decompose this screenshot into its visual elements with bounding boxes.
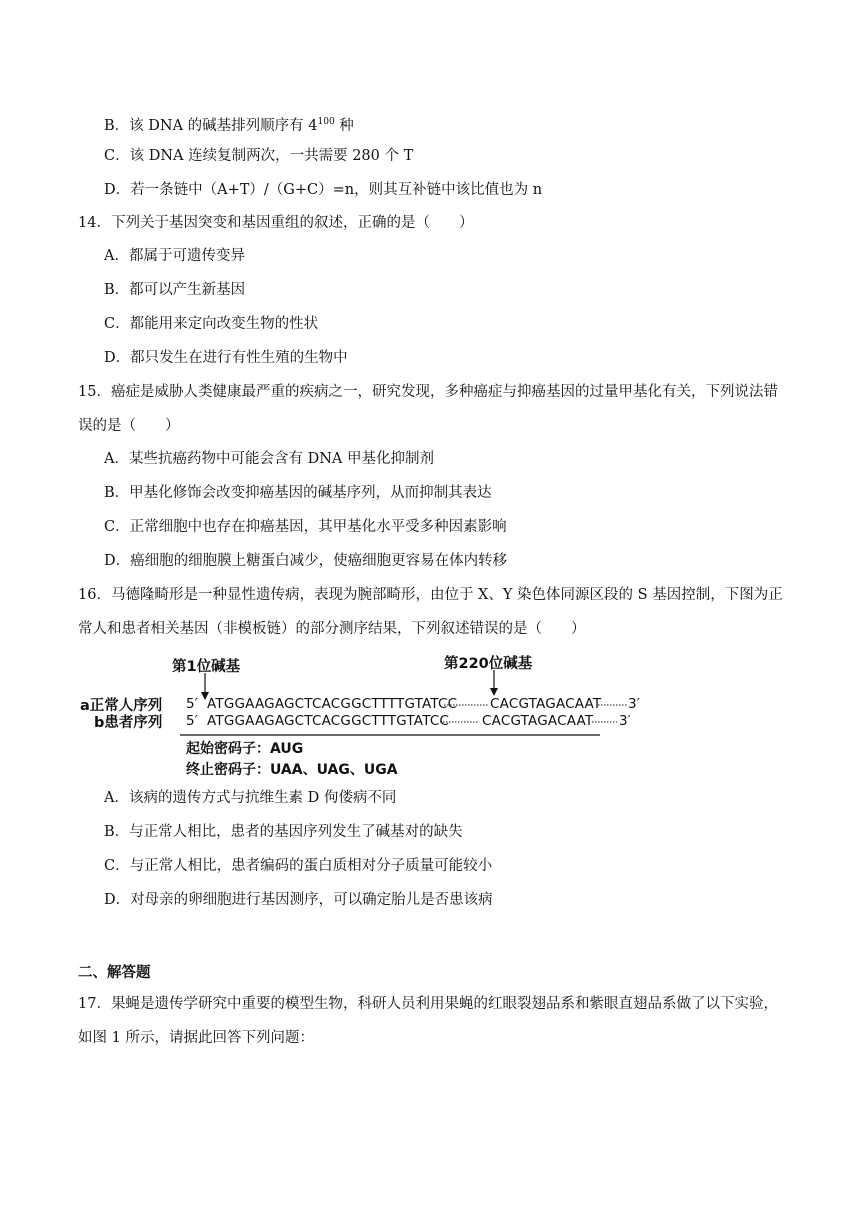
q13-option-d: D．若一条链中（A+T）/（G+C）=n，则其互补链中该比值也为 n (104, 182, 543, 198)
row-a-seq-right: CACGTAGACAAT (490, 696, 602, 712)
q13-option-c: C．该 DNA 连续复制两次，一共需要 280 个 T (104, 148, 414, 164)
q15-option-d: D．癌细胞的细胞膜上糖蛋白减少，使癌细胞更容易在体内转移 (104, 553, 508, 569)
row-a-3prime: 3′ (628, 696, 641, 712)
q15-option-c: C．正常细胞中也存在抑癌基因，其甲基化水平受多种因素影响 (104, 519, 507, 535)
q16-option-c: C．与正常人相比，患者编码的蛋白质相对分子质量可能较小 (104, 858, 493, 874)
start-codon-note: 起始密码子：AUG (186, 741, 304, 757)
q16-stem: 16．马德隆畸形是一种显性遗传病，表现为腕部畸形，由位于 X、Y 染色体同源区段的 S 基因控制，下图为正常人和患者相关基因（非模板链）的部分测序结果，下列叙述错误的是（ ） (78, 587, 783, 637)
pos220-label: 第220位碱基 (444, 656, 533, 672)
section-heading: 二、解答题 (78, 964, 151, 981)
q16-option-a: A．该病的遗传方式与抗维生素 D 佝偻病不同 (104, 790, 397, 806)
row-a-5prime: 5′ (186, 696, 199, 712)
q13-option-b: B．该 DNA 的碱基排列顺序有 $4^{100}$ 种 (104, 117, 354, 134)
q16-option-b: B．与正常人相比，患者的基因序列发生了碱基对的缺失 (104, 824, 463, 840)
q16-option-d: D．对母亲的卵细胞进行基因测序，可以确定胎儿是否患该病 (104, 892, 493, 908)
pos1-label: 第1位碱基 (172, 659, 241, 675)
row-b-label: b患者序列 (94, 715, 163, 731)
q14-option-a: A．都属于可遗传变异 (104, 248, 245, 264)
row-a-seq-left: ATGGAAGAGCTCACGGCTTTTGTATCC (207, 696, 458, 712)
q14-option-c: C．都能用来定向改变生物的性状 (104, 316, 319, 332)
row-b-seq-right: CACGTAGACAAT (482, 713, 594, 729)
q15-option-a: A．某些抗癌药物中可能会含有 DNA 甲基化抑制剂 (104, 451, 434, 467)
q14-option-b: B．都可以产生新基因 (104, 282, 246, 298)
row-b-3prime: 3′ (619, 713, 632, 729)
row-b-seq-left: ATGGAAGAGCTCACGGCTTTGTATCC (207, 713, 450, 729)
row-a-label: a正常人序列 (80, 698, 163, 714)
q14-option-d: D．都只发生在进行有性生殖的生物中 (104, 350, 348, 366)
pos220-arrow-head (490, 688, 498, 696)
q15-stem: 15．癌症是威胁人类健康最严重的疾病之一，研究发现，多种癌症与抑癌基因的过量甲基化有关，下列说法错误的是（ ） (78, 384, 778, 434)
row-b-5prime: 5′ (186, 713, 199, 729)
q17-stem: 17．果蝇是遗传学研究中重要的模型生物，科研人员利用果蝇的红眼裂翅品系和紫眼直翅品系做了以下实验，如图 1 所示，请据此回答下列问题： (78, 996, 778, 1046)
q15-option-b: B．甲基化修饰会改变抑癌基因的碱基序列，从而抑制其表达 (104, 485, 492, 501)
q14-stem: 14．下列关于基因突变和基因重组的叙述，正确的是（ ） (78, 215, 474, 231)
stop-codon-note: 终止密码子：UAA、UAG、UGA (186, 762, 398, 778)
